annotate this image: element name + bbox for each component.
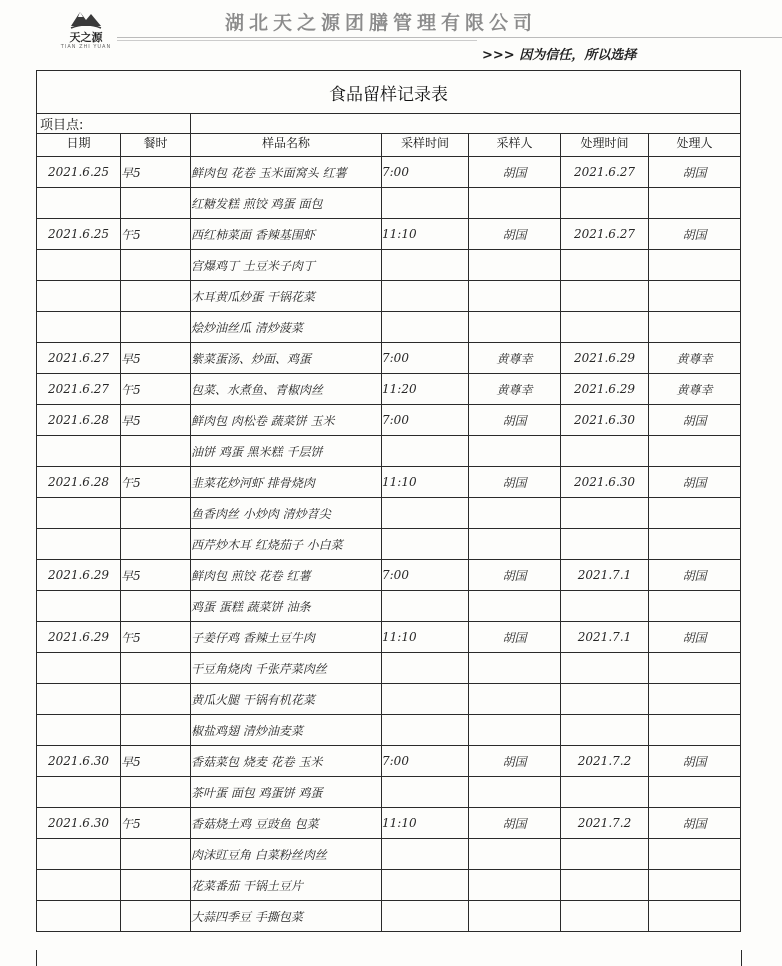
- cell-process-time: [561, 436, 649, 467]
- cell-sample-time: [382, 901, 469, 932]
- cell-sample-time: [382, 653, 469, 684]
- cell-handler: [649, 250, 741, 281]
- cell-sample-name: 鲜肉包 煎饺 花卷 红薯: [191, 560, 382, 591]
- cell-meal: [121, 250, 191, 281]
- cell-handler: [649, 529, 741, 560]
- cell-sampler: 胡国: [469, 746, 561, 777]
- table-row: [37, 870, 741, 901]
- cell-meal: [121, 498, 191, 529]
- cell-sampler: [469, 188, 561, 219]
- cell-meal: 午5: [121, 622, 191, 653]
- cell-meal: [121, 870, 191, 901]
- cell-process-time: 2021.6.30: [561, 467, 649, 498]
- cell-handler: [649, 839, 741, 870]
- cell-handler: 胡国: [649, 746, 741, 777]
- table-row: [37, 467, 741, 498]
- cell-sampler: [469, 498, 561, 529]
- cell-sampler: [469, 591, 561, 622]
- cell-sampler: 黄尊幸: [469, 374, 561, 405]
- cell-handler: 胡国: [649, 808, 741, 839]
- company-name: 湖北天之源团膳管理有限公司: [225, 12, 538, 34]
- cell-process-time: [561, 684, 649, 715]
- cell-sampler: [469, 839, 561, 870]
- cell-sampler: 胡国: [469, 808, 561, 839]
- cell-sampler: [469, 529, 561, 560]
- company-slogan: >>> 因为信任，所以选择: [482, 48, 637, 63]
- cell-sample-name: 鱼香肉丝 小炒肉 清炒苕尖: [191, 498, 382, 529]
- cell-sample-name: 西红柿菜面 香辣基围虾: [191, 219, 382, 250]
- cell-sample-time: [382, 715, 469, 746]
- cell-handler: 胡国: [649, 560, 741, 591]
- cell-meal: [121, 684, 191, 715]
- cell-sample-name: 烩炒油丝瓜 清炒菠菜: [191, 312, 382, 343]
- cell-handler: [649, 653, 741, 684]
- cell-meal: [121, 653, 191, 684]
- cell-handler: [649, 684, 741, 715]
- cell-sampler: [469, 653, 561, 684]
- cell-sample-time: 11:10: [382, 467, 469, 498]
- cell-meal: [121, 839, 191, 870]
- cell-handler: [649, 715, 741, 746]
- cell-sample-name: 西芹炒木耳 红烧茄子 小白菜: [191, 529, 382, 560]
- cell-date: 2021.6.29: [37, 622, 121, 653]
- cell-meal: [121, 715, 191, 746]
- cell-sampler: 胡国: [469, 622, 561, 653]
- table-row: [37, 281, 741, 312]
- cell-meal: [121, 312, 191, 343]
- cell-sample-name: 香菇烧土鸡 豆豉鱼 包菜: [191, 808, 382, 839]
- table-row: [37, 715, 741, 746]
- cell-process-time: [561, 498, 649, 529]
- cell-sample-name: 干豆角烧肉 千张芹菜肉丝: [191, 653, 382, 684]
- cell-sample-time: [382, 281, 469, 312]
- cell-date: [37, 529, 121, 560]
- cell-date: 2021.6.28: [37, 467, 121, 498]
- table-row: [37, 188, 741, 219]
- cell-sample-time: [382, 870, 469, 901]
- cell-process-time: 2021.6.30: [561, 405, 649, 436]
- cell-sample-name: 肉沫豇豆角 白菜粉丝肉丝: [191, 839, 382, 870]
- cell-date: [37, 715, 121, 746]
- cell-sample-time: 11:20: [382, 374, 469, 405]
- table-row: [37, 343, 741, 374]
- table-row: [37, 684, 741, 715]
- cell-meal: 午5: [121, 219, 191, 250]
- cell-date: [37, 498, 121, 529]
- table-row: [37, 808, 741, 839]
- cell-sample-name: 花菜番茄 干锅土豆片: [191, 870, 382, 901]
- cell-meal: [121, 281, 191, 312]
- cell-date: [37, 901, 121, 932]
- cell-sample-name: 茶叶蛋 面包 鸡蛋饼 鸡蛋: [191, 777, 382, 808]
- cell-process-time: 2021.6.29: [561, 374, 649, 405]
- column-header-sample-time: 采样时间: [382, 134, 469, 157]
- cell-date: 2021.6.28: [37, 405, 121, 436]
- table-row: [37, 374, 741, 405]
- cell-handler: [649, 436, 741, 467]
- cell-meal: 早5: [121, 405, 191, 436]
- cell-date: [37, 250, 121, 281]
- cell-process-time: [561, 250, 649, 281]
- cell-handler: 胡国: [649, 219, 741, 250]
- cell-date: 2021.6.25: [37, 157, 121, 188]
- cell-sample-name: 宫爆鸡丁 土豆米子肉丁: [191, 250, 382, 281]
- cell-handler: 胡国: [649, 467, 741, 498]
- cell-date: [37, 436, 121, 467]
- cell-process-time: [561, 839, 649, 870]
- column-header-date: 日期: [37, 134, 121, 157]
- cell-meal: [121, 529, 191, 560]
- cell-meal: 早5: [121, 746, 191, 777]
- cell-sampler: [469, 312, 561, 343]
- table-row: [37, 219, 741, 250]
- cell-handler: 黄尊幸: [649, 343, 741, 374]
- cell-date: [37, 777, 121, 808]
- cell-meal: [121, 777, 191, 808]
- cell-sampler: [469, 777, 561, 808]
- project-value[interactable]: [191, 114, 741, 134]
- cell-sample-time: [382, 312, 469, 343]
- cell-sampler: 胡国: [469, 219, 561, 250]
- cell-meal: [121, 591, 191, 622]
- cell-sampler: 胡国: [469, 560, 561, 591]
- cell-meal: 早5: [121, 560, 191, 591]
- cell-sample-name: 鲜肉包 肉松卷 蔬菜饼 玉米: [191, 405, 382, 436]
- cell-date: [37, 684, 121, 715]
- cell-sample-name: 黄瓜火腿 干锅有机花菜: [191, 684, 382, 715]
- cell-sample-time: [382, 529, 469, 560]
- table-row: [37, 839, 741, 870]
- header-divider-secondary: [117, 40, 477, 41]
- cell-sample-time: 7:00: [382, 405, 469, 436]
- column-header-process-time: 处理时间: [561, 134, 649, 157]
- sample-record-table: [36, 70, 741, 932]
- table-row: [37, 901, 741, 932]
- cell-sample-name: 香菇菜包 烧麦 花卷 玉米: [191, 746, 382, 777]
- cell-handler: 黄尊幸: [649, 374, 741, 405]
- cell-handler: 胡国: [649, 622, 741, 653]
- cell-meal: 午5: [121, 374, 191, 405]
- table-row: [37, 436, 741, 467]
- table-row: [37, 157, 741, 188]
- letterhead: [0, 0, 782, 70]
- form-title: 食品留样记录表: [37, 71, 741, 114]
- cell-sampler: 胡国: [469, 467, 561, 498]
- cell-sampler: [469, 901, 561, 932]
- cell-sample-name: 椒盐鸡翅 清炒油麦菜: [191, 715, 382, 746]
- cell-sampler: 黄尊幸: [469, 343, 561, 374]
- project-label: 项目点:: [37, 114, 191, 134]
- cell-sampler: 胡国: [469, 405, 561, 436]
- cell-process-time: [561, 870, 649, 901]
- cell-process-time: [561, 715, 649, 746]
- cell-sample-time: 7:00: [382, 560, 469, 591]
- cell-sample-name: 韭菜花炒河虾 排骨烧肉: [191, 467, 382, 498]
- cell-handler: [649, 498, 741, 529]
- cell-handler: [649, 870, 741, 901]
- cell-sample-time: 11:10: [382, 808, 469, 839]
- cell-meal: [121, 901, 191, 932]
- cell-date: [37, 653, 121, 684]
- logo-name: 天之源: [69, 31, 103, 44]
- cell-sample-time: [382, 839, 469, 870]
- cell-date: 2021.6.27: [37, 374, 121, 405]
- cell-sampler: [469, 715, 561, 746]
- table-row: [37, 777, 741, 808]
- cell-sample-time: 7:00: [382, 343, 469, 374]
- table-row: [37, 560, 741, 591]
- table-row: [37, 405, 741, 436]
- cell-meal: [121, 436, 191, 467]
- cell-sample-time: [382, 684, 469, 715]
- cell-date: [37, 591, 121, 622]
- cell-meal: 午5: [121, 467, 191, 498]
- cell-sample-name: 油饼 鸡蛋 黑米糕 千层饼: [191, 436, 382, 467]
- cell-sample-time: 7:00: [382, 157, 469, 188]
- cell-date: [37, 839, 121, 870]
- cell-meal: 早5: [121, 343, 191, 374]
- cell-sample-time: [382, 436, 469, 467]
- column-header-sampler: 采样人: [469, 134, 561, 157]
- cell-meal: [121, 188, 191, 219]
- cell-process-time: 2021.7.1: [561, 622, 649, 653]
- cell-handler: [649, 188, 741, 219]
- table-row: [37, 653, 741, 684]
- cell-date: [37, 870, 121, 901]
- cell-sample-time: [382, 498, 469, 529]
- cell-sample-name: 鲜肉包 花卷 玉米面窝头 红薯: [191, 157, 382, 188]
- cell-sample-name: 子姜仔鸡 香辣土豆牛肉: [191, 622, 382, 653]
- column-header-sample-name: 样品名称: [191, 134, 382, 157]
- cell-process-time: 2021.6.27: [561, 157, 649, 188]
- table-continuation: [36, 950, 742, 966]
- cell-process-time: [561, 188, 649, 219]
- cell-sample-time: [382, 188, 469, 219]
- cell-process-time: 2021.7.1: [561, 560, 649, 591]
- cell-process-time: [561, 529, 649, 560]
- cell-sample-time: 11:10: [382, 622, 469, 653]
- cell-sample-name: 红糖发糕 煎饺 鸡蛋 面包: [191, 188, 382, 219]
- table-row: [37, 622, 741, 653]
- cell-sampler: [469, 684, 561, 715]
- cell-date: [37, 188, 121, 219]
- company-logo: [56, 6, 116, 64]
- cell-handler: [649, 591, 741, 622]
- cell-date: 2021.6.29: [37, 560, 121, 591]
- cell-sample-name: 鸡蛋 蛋糕 蔬菜饼 油条: [191, 591, 382, 622]
- cell-sampler: [469, 436, 561, 467]
- table-row: [37, 250, 741, 281]
- logo-subtitle: TIAN ZHI YUAN: [60, 44, 112, 50]
- cell-meal: 早5: [121, 157, 191, 188]
- cell-date: [37, 312, 121, 343]
- table-row: [37, 312, 741, 343]
- cell-sampler: 胡国: [469, 157, 561, 188]
- cell-sample-time: 7:00: [382, 746, 469, 777]
- table-row: [37, 746, 741, 777]
- cell-date: 2021.6.30: [37, 808, 121, 839]
- cell-sample-name: 大蒜四季豆 手撕包菜: [191, 901, 382, 932]
- cell-process-time: [561, 312, 649, 343]
- cell-sample-time: [382, 250, 469, 281]
- cell-process-time: 2021.7.2: [561, 746, 649, 777]
- cell-handler: [649, 312, 741, 343]
- cell-process-time: [561, 901, 649, 932]
- cell-sampler: [469, 281, 561, 312]
- mountain-logo-icon: [69, 6, 103, 30]
- cell-handler: [649, 281, 741, 312]
- column-header-meal: 餐时: [121, 134, 191, 157]
- cell-sample-time: 11:10: [382, 219, 469, 250]
- cell-sample-time: [382, 777, 469, 808]
- cell-sample-name: 紫菜蛋汤、炒面、鸡蛋: [191, 343, 382, 374]
- header-divider: [117, 37, 782, 38]
- cell-sampler: [469, 250, 561, 281]
- cell-process-time: 2021.6.29: [561, 343, 649, 374]
- cell-sample-name: 木耳黄瓜炒蛋 干锅花菜: [191, 281, 382, 312]
- cell-date: 2021.6.30: [37, 746, 121, 777]
- cell-meal: 午5: [121, 808, 191, 839]
- cell-process-time: [561, 777, 649, 808]
- cell-process-time: [561, 653, 649, 684]
- cell-date: [37, 281, 121, 312]
- column-header-handler: 处理人: [649, 134, 741, 157]
- cell-sampler: [469, 870, 561, 901]
- cell-process-time: 2021.7.2: [561, 808, 649, 839]
- cell-process-time: [561, 591, 649, 622]
- cell-process-time: 2021.6.27: [561, 219, 649, 250]
- cell-sample-name: 包菜、水煮鱼、青椒肉丝: [191, 374, 382, 405]
- cell-sample-time: [382, 591, 469, 622]
- cell-handler: [649, 777, 741, 808]
- cell-handler: [649, 901, 741, 932]
- table-row: [37, 591, 741, 622]
- cell-date: 2021.6.25: [37, 219, 121, 250]
- cell-date: 2021.6.27: [37, 343, 121, 374]
- cell-handler: 胡国: [649, 405, 741, 436]
- table-row: [37, 498, 741, 529]
- cell-handler: 胡国: [649, 157, 741, 188]
- cell-process-time: [561, 281, 649, 312]
- table-row: [37, 529, 741, 560]
